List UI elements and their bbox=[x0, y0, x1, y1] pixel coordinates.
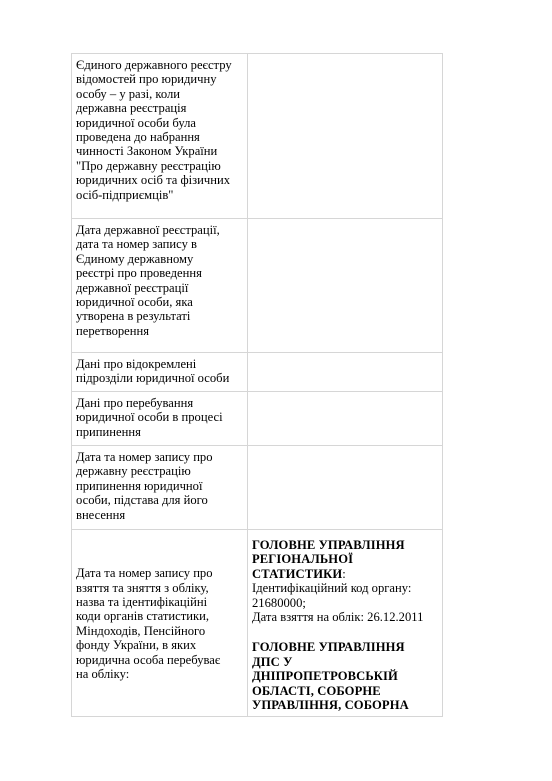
row-label-text: Єдиного державного реєстру відомостей про юридичну особу – у разі, коли державна реєстрація юридичної особи була проведена до набрання чинності Законом України "Про державну реєстрацію юридичних осіб та фізичних осіб-підприємців" bbox=[76, 58, 232, 202]
row-value bbox=[248, 392, 443, 446]
org-name-colon: : bbox=[342, 566, 346, 581]
row-label bbox=[72, 530, 248, 717]
statistics-org bbox=[252, 538, 437, 624]
table-row bbox=[72, 54, 443, 219]
row-label-text: Дані про відокремлені підрозділи юридичної особи bbox=[76, 357, 230, 386]
row-label bbox=[72, 219, 248, 353]
table-row bbox=[72, 353, 443, 392]
row-value bbox=[248, 353, 443, 392]
org-id-code: Ідентифікаційний код органу: 21680000; bbox=[252, 581, 412, 610]
registry-extract-table bbox=[71, 53, 443, 717]
tax-org bbox=[252, 640, 437, 712]
row-value bbox=[248, 446, 443, 530]
row-label-text: Дата державної реєстрації, дата та номер запису в Єдиному державному реєстрі про проведення державної реєстрації юридичної особи, яка утворена в результаті перетворення bbox=[76, 223, 220, 338]
row-label bbox=[72, 446, 248, 530]
table-row bbox=[72, 530, 443, 717]
row-value bbox=[248, 219, 443, 353]
statistics-row-label: Дата та номер запису про взяття та зняття з обліку, назва та ідентифікаційні коди органів статистики, Міндоходів, Пенсійного фонду України, в яких юридична особа перебуває на обліку: bbox=[76, 566, 221, 681]
row-label bbox=[72, 353, 248, 392]
org-name: ГОЛОВНЕ УПРАВЛІННЯ ДПС У ДНІПРОПЕТРОВСЬКІЙ ОБЛАСТІ, СОБОРНЕ УПРАВЛІННЯ, СОБОРНА bbox=[252, 640, 409, 713]
row-value bbox=[248, 54, 443, 219]
row-label bbox=[72, 54, 248, 219]
org-name bbox=[252, 538, 437, 581]
row-value bbox=[248, 530, 443, 717]
table-row bbox=[72, 446, 443, 530]
row-label-text: Дата та номер запису про державну реєстрацію припинення юридичної особи, підстава для його внесення bbox=[76, 450, 213, 522]
table-row bbox=[72, 219, 443, 353]
org-registration-date: Дата взяття на облік: 26.12.2011 bbox=[252, 610, 424, 625]
table-row bbox=[72, 392, 443, 446]
row-label bbox=[72, 392, 248, 446]
org-name-text: ГОЛОВНЕ УПРАВЛІННЯ РЕГІОНАЛЬНОЇ СТАТИСТИКИ bbox=[252, 538, 405, 581]
row-label-text: Дані про перебування юридичної особи в процесі припинення bbox=[76, 396, 223, 439]
